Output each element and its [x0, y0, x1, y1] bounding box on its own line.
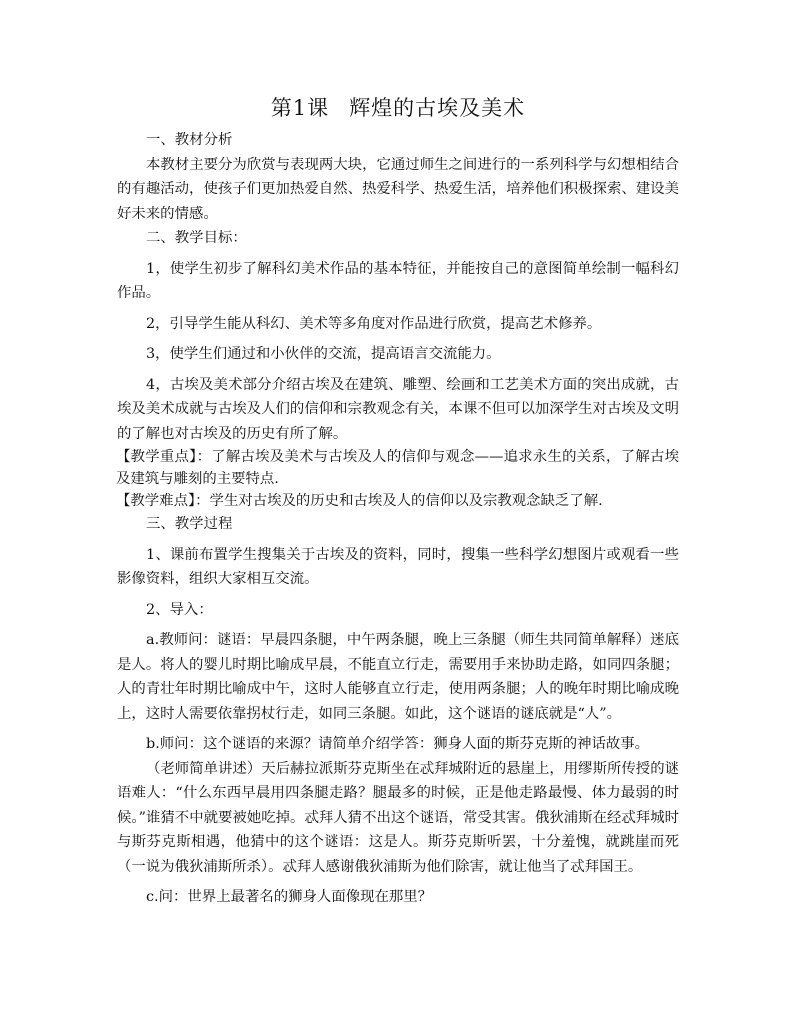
goal-item-3: 3，使学生们通过和小伙伴的交流，提高语言交流能力。	[146, 346, 501, 362]
difficult-point-label: 【教学难点】	[116, 493, 196, 509]
goal-item-2: 2，引导学生能从科幻、美术等多角度对作品进行欣赏，提高艺术修养。	[146, 315, 602, 332]
section-heading-analysis: 一、教材分析	[146, 132, 233, 148]
section-heading-process: 三、教学过程	[146, 516, 233, 532]
difficult-point	[116, 490, 679, 512]
lesson-number: 第1课	[270, 96, 330, 120]
section-heading-goals: 二、教学目标：	[146, 230, 247, 246]
difficult-point-text: ：学生对古埃及的历史和古埃及人的信仰以及宗教观念缺乏了解.	[195, 493, 603, 509]
process-step-1: 1、课前布置学生搜集关于古埃及的资料，同时，搜集一些科学幻想图片或观看一些影像资料，组织大家相互交流。	[117, 546, 679, 587]
key-point-text: ：了解古埃及美术与古埃及人的信仰与观念——追求永生的关系，了解古埃及建筑与雕刻的主要特点.	[116, 449, 679, 487]
process-step-b: b.师问：这个谜语的来源？请简单介绍学答：狮身人面的斯芬克斯的神话故事。	[146, 736, 650, 752]
process-step-a: a.教师问：谜语：早晨四条腿，中午两条腿，晚上三条腿（师生共同简单解释）迷底是人。将人的婴儿时期比喻成早晨，不能直立行走，需要用手来协助走路，如同四条腿；人的青壮年时期比喻成中午，这时人能够直立行走，使用两条腿；人的晚年时期比喻成晚上，这时人需要依靠拐杖行走，如同三条腿。如此，这个谜语的谜底就是“人”。	[117, 632, 679, 722]
lesson-title	[117, 92, 679, 122]
goal-item-1: 1，使学生初步了解科幻美术作品的基本特征，并能按自己的意图简单绘制一幅科幻作品。	[117, 260, 679, 301]
key-point-label: 【教学重点】	[116, 449, 197, 465]
analysis-paragraph: 本教材主要分为欣赏与表现两大块，它通过师生之间进行的一系列科学与幻想相结合的有趣活动，使孩子们更加热爱自然、热爱科学、热爱生活，培养他们积极探索、建设美好未来的情感。	[117, 156, 679, 222]
process-step-c: c.问：世界上最著名的狮身人面像现在那里？	[146, 889, 433, 905]
document-page	[117, 92, 679, 910]
key-point	[116, 446, 679, 490]
goal-item-4: 4，古埃及美术部分介绍古埃及在建筑、雕塑、绘画和工艺美术方面的突出成就，古埃及美术成就与古埃及人们的信仰和宗教观念有关，本课不但可以加深学生对古埃及文明的了解也对古埃及的历史有所了解。	[117, 376, 679, 442]
lesson-name: 辉煌的古埃及美术	[349, 96, 526, 120]
process-story: （老师简单讲述）天后赫拉派斯芬克斯坐在忒拜城附近的悬崖上，用缪斯所传授的谜语难人：“什么东西早晨用四条腿走路？腿最多的时候，正是他走路最慢、体力最弱的时候。”谁猜不中就要被她吃掉。忒拜人猜不出这个谜语，常受其害。俄狄浦斯在经忒拜城时与斯芬克斯相遇，他猜中的这个谜语：这是人。斯芬克斯听罢，十分羞愧，就跳崖而死（一说为俄狄浦斯所杀）。忒拜人感谢俄狄浦斯为他们除害，就让他当了忒拜国王。	[117, 760, 679, 875]
process-step-2: 2、导入：	[146, 601, 213, 618]
